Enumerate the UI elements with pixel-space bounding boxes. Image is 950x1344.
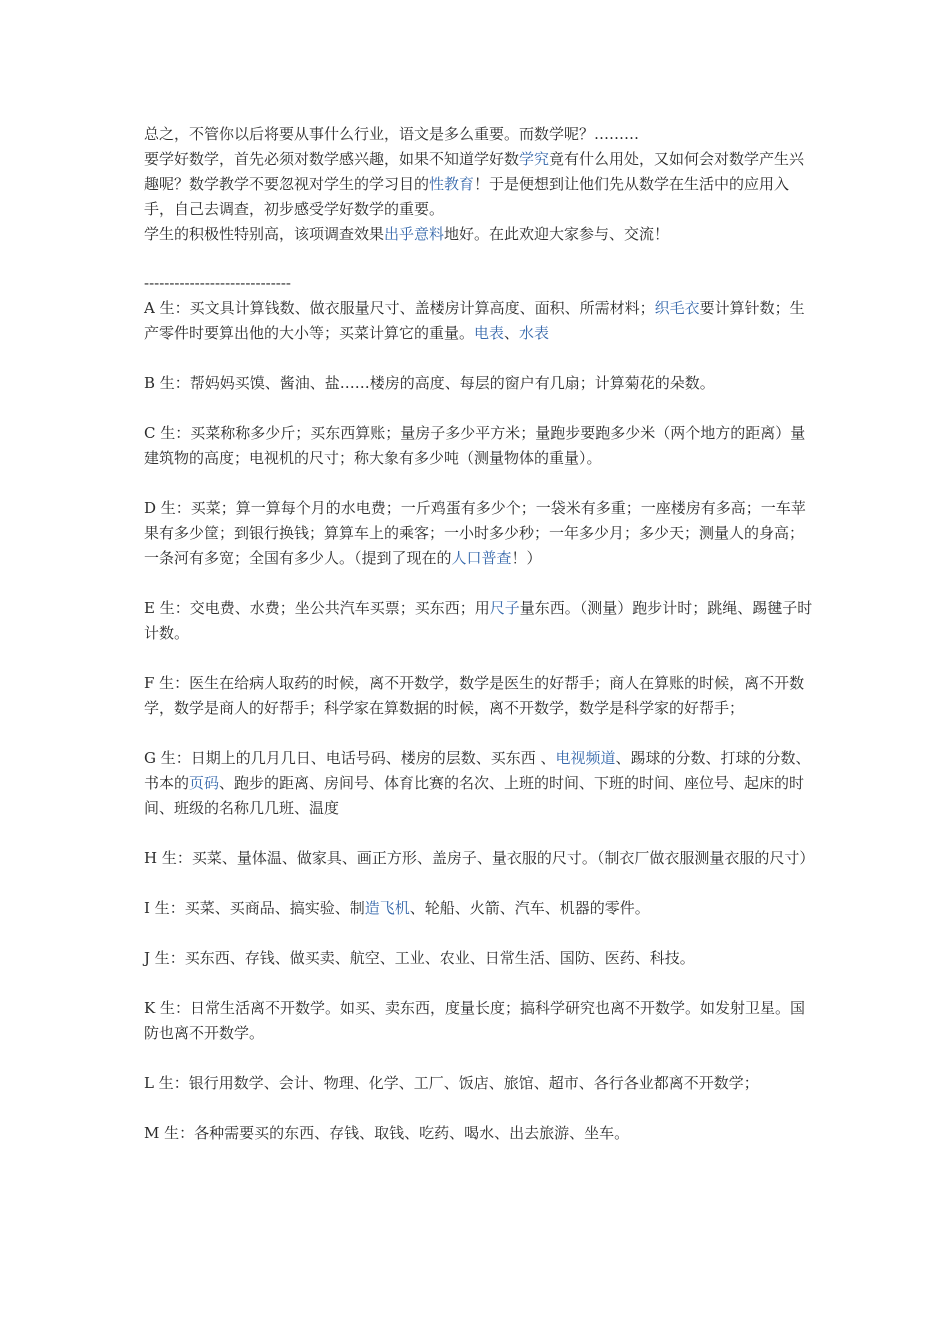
- paragraph-text: L 生：银行用数学、会计、物理、化学、工厂、饭店、旅馆、超市、各行各业都离不开数学；: [144, 1074, 759, 1092]
- inline-link[interactable]: 电视频道: [555, 749, 616, 767]
- paragraph-text: 、: [504, 324, 520, 342]
- student-answer: [144, 896, 814, 921]
- student-answer: [144, 596, 814, 646]
- paragraph-text: 要计算针数；生产零件时要算出他的大小等；买菜计算它的重量。: [144, 299, 805, 342]
- inline-link[interactable]: 学究: [519, 150, 550, 168]
- student-answer: [144, 496, 814, 571]
- inline-link[interactable]: 造飞机: [364, 899, 410, 917]
- inline-link[interactable]: 电表: [474, 324, 505, 342]
- intro-paragraph: [144, 122, 814, 147]
- paragraph-text: 要学好数学，首先必须对数学感兴趣，如果不知道学好数: [144, 150, 520, 168]
- student-answer: [144, 946, 814, 971]
- intro-paragraph: [144, 147, 814, 222]
- student-answer: [144, 296, 814, 346]
- paragraph-text: B 生：帮妈妈买馍、酱油、盐……楼房的高度、每层的窗户有几扇；计算菊花的朵数。: [144, 374, 715, 392]
- separator-line: -----------------------------: [144, 274, 291, 292]
- inline-link[interactable]: 性教育: [429, 175, 475, 193]
- inline-link[interactable]: 页码: [189, 774, 220, 792]
- paragraph-text: 学生的积极性特别高，该项调查效果: [144, 225, 385, 243]
- paragraph-text: H 生：买菜、量体温、做家具、画正方形、盖房子、量衣服的尺寸。（制衣厂做衣服测量衣服的尺寸）: [144, 849, 815, 867]
- paragraph-text: 、轮船、火箭、汽车、机器的零件。: [409, 899, 650, 917]
- paragraph-text: I 生：买菜、买商品、搞实验、制: [144, 899, 365, 917]
- paragraph-text: A 生：买文具计算钱数、做衣服量尺寸、盖楼房计算高度、面积、所需材料；: [144, 299, 655, 317]
- paragraph-text: D 生：买菜；算一算每个月的水电费；一斤鸡蛋有多少个；一袋米有多重；一座楼房有多高；一车苹果有多少筐；到银行换钱；算算车上的乘客；一小时多少秒；一年多少月；多少天；测量人的身高；一条河有多宽；全国有多少人。（提到了现在的: [144, 499, 806, 567]
- answers-section: [144, 296, 814, 1146]
- paragraph-text: 量东西。（测量）跑步计时；跳绳、踢毽子时计数。: [144, 599, 813, 642]
- paragraph-text: J 生：买东西、存钱、做买卖、航空、工业、农业、日常生活、国防、医药、科技。: [144, 949, 695, 967]
- paragraph-text: 竟有什么用处，又如何会对数学产生兴趣呢？数学教学不要忽视对学生的学习目的: [144, 150, 805, 193]
- student-answer: [144, 746, 814, 821]
- student-answer: [144, 1121, 814, 1146]
- paragraph-text: ！于是便想到让他们先从数学在生活中的应用入手，自己去调查，初步感受学好数学的重要。: [144, 175, 790, 218]
- paragraph-text: 地好。在此欢迎大家参与、交流！: [444, 225, 670, 243]
- paragraph-text: G 生：日期上的几月几日、电话号码、楼房的层数、买东西 、: [144, 749, 556, 767]
- intro-paragraph: [144, 222, 814, 247]
- paragraph-text: 、踢球的分数、打球的分数、书本的: [144, 749, 811, 792]
- student-answer: [144, 996, 814, 1046]
- student-answer: [144, 371, 814, 396]
- student-answer: [144, 421, 814, 471]
- paragraph-text: K 生：日常生活离不开数学。如买、卖东西，度量长度；搞科学研究也离不开数学。如发射卫星。国防也离不开数学。: [144, 999, 805, 1042]
- student-answer: [144, 1071, 814, 1096]
- document-body: [144, 122, 814, 1171]
- inline-link[interactable]: 织毛衣: [654, 299, 700, 317]
- inline-link[interactable]: 尺子: [489, 599, 520, 617]
- paragraph-text: 总之，不管你以后将要从事什么行业，语文是多么重要。而数学呢？………: [144, 125, 640, 143]
- paragraph-text: 、跑步的距离、房间号、体育比赛的名次、上班的时间、下班的时间、座位号、起床的时间、班级的名称几几班、温度: [144, 774, 805, 817]
- inline-link[interactable]: 人口普查: [451, 549, 512, 567]
- intro-section: [144, 122, 814, 247]
- paragraph-text: E 生：交电费、水费；坐公共汽车买票；买东西；用: [144, 599, 490, 617]
- inline-link[interactable]: 水表: [519, 324, 550, 342]
- inline-link[interactable]: 出乎意料: [384, 225, 445, 243]
- paragraph-text: F 生：医生在给病人取药的时候，离不开数学，数学是医生的好帮手；商人在算账的时候，离不开数学，数学是商人的好帮手；科学家在算数据的时候，离不开数学，数学是科学家的好帮手；: [144, 674, 805, 717]
- paragraph-text: ！）: [511, 549, 542, 567]
- paragraph-text: C 生：买菜称称多少斤；买东西算账；量房子多少平方米；量跑步要跑多少米（两个地方的距离）量建筑物的高度；电视机的尺寸；称大象有多少吨（测量物体的重量）。: [144, 424, 806, 467]
- student-answer: [144, 846, 814, 871]
- paragraph-text: M 生：各种需要买的东西、存钱、取钱、吃药、喝水、出去旅游、坐车。: [144, 1124, 630, 1142]
- student-answer: [144, 671, 814, 721]
